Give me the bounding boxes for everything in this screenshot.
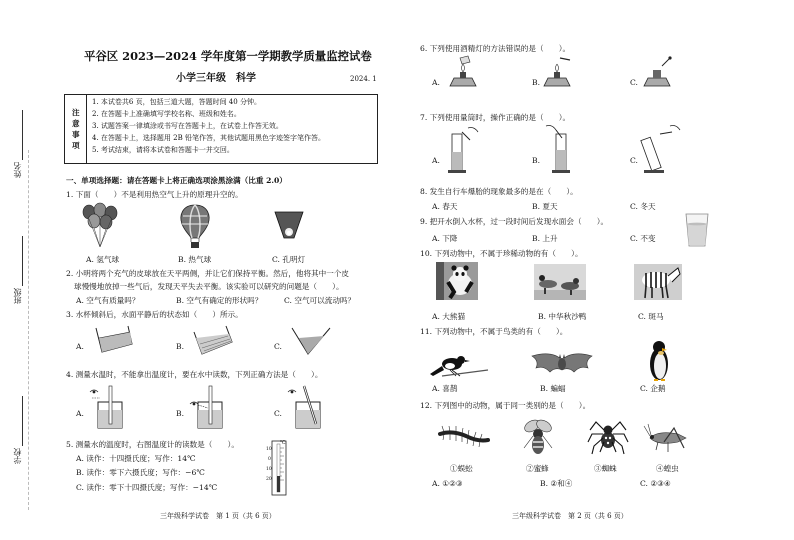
- notice-item-5: 5. 考试结束，请将本试卷和答题卡一并交回。: [92, 146, 234, 154]
- q11-option-c: C. 企鹅: [640, 384, 666, 393]
- notice-item-4: 4. 在答题卡上，选择题用 2B 铅笔作答，其他试题用黑色字迹签字笔作答。: [92, 134, 325, 142]
- name-underline: [22, 110, 23, 160]
- q9-option-c: C. 不变: [630, 234, 656, 243]
- exam-date: 2024. 1: [350, 75, 377, 83]
- notice-item-1: 1. 本试卷共6 页，包括三道大题，答题时间 40 分钟。: [92, 98, 261, 106]
- name-label: 姓名: [13, 162, 22, 178]
- class-underline: [22, 236, 23, 286]
- q9-stem: 9. 把开水倒入水杯，过一段时间后发现水面会（ ）。: [420, 217, 609, 226]
- q7-option-a: A.: [432, 156, 440, 165]
- notice-divider: [86, 94, 87, 164]
- notice-label: 注意事项: [72, 108, 80, 150]
- q3-option-c: C.: [274, 342, 282, 351]
- hot-air-balloon-icon: [178, 204, 212, 250]
- q7-stem: 7. 下列使用量筒时，操作正确的是（ ）。: [420, 113, 571, 122]
- alcohol-lamp-a-icon: [446, 56, 480, 96]
- thermometer-tick-3: 10: [266, 467, 272, 472]
- q4-option-c: C.: [274, 409, 282, 418]
- bat-icon: [530, 350, 594, 380]
- grasshopper-icon: [644, 424, 692, 454]
- q2-option-b: B. 空气有确定的形状吗？: [176, 296, 263, 305]
- measuring-cylinder-b-icon: [542, 124, 582, 174]
- bee-icon: [518, 418, 558, 456]
- q5-option-c: C. 读作：零下十四摄氏度；写作：−14℃: [76, 483, 218, 492]
- alcohol-lamp-b-icon: [540, 56, 574, 96]
- q1-option-b: B. 热气球: [178, 255, 212, 264]
- q2-option-a: A. 空气有质量吗？: [76, 296, 140, 305]
- magpie-icon: [430, 352, 490, 378]
- q2-line2: 球慢慢地放掉一些气后，发现天平失去平衡。该实验可以研究的问题是（ ）。: [74, 282, 344, 291]
- q10-option-b: B. 中华秋沙鸭: [538, 312, 587, 321]
- q7-option-b: B.: [532, 156, 540, 165]
- notice-item-2: 2. 在答题卡上准确填写学校名称、班级和姓名。: [92, 110, 241, 118]
- exam-title: 平谷区 2023—2024 学年度第一学期教学质量监控试卷: [84, 49, 372, 63]
- q10-option-a: A. 大熊猫: [432, 312, 466, 321]
- q2-option-c: C. 空气可以流动吗？: [284, 296, 356, 305]
- q11-stem: 11. 下列动物中，不属于鸟类的有（ ）。: [420, 327, 568, 336]
- q4-option-b: B.: [176, 409, 184, 418]
- q3-stem: 3. 水杯倾斜后，水面平静后的状态如（ ）所示。: [66, 310, 243, 319]
- q1-stem: 1. 下面（ ）不是利用热空气上升的原理升空的。: [66, 190, 243, 199]
- binding-line: [28, 150, 29, 510]
- measuring-cylinder-a-icon: [444, 124, 484, 174]
- balloons-icon: [80, 204, 120, 248]
- centipede-icon: [436, 426, 492, 450]
- footer-right: 三年级科学试卷 第 2 页（共 6 页）: [512, 512, 628, 520]
- thermometer-tick-2: 0: [268, 457, 271, 462]
- q9-option-b: B. 上升: [532, 234, 558, 243]
- sky-lantern-icon: [272, 208, 306, 242]
- tilted-cup-a-icon: [92, 326, 136, 358]
- q2-line1: 2. 小明将两个充气的皮球放在天平两侧，并让它们保持平衡。然后，他将其中一个皮: [66, 269, 350, 278]
- q9-option-a: A. 下降: [432, 234, 458, 243]
- q3-option-b: B.: [176, 342, 184, 351]
- footer-left: 三年级科学试卷 第 1 页（共 6 页）: [160, 512, 276, 520]
- q8-stem: 8. 发生自行车爆胎的现象最多的是在（ ）。: [420, 187, 578, 196]
- q12-label-1: ①蜈蚣: [450, 464, 473, 473]
- beaker-thermometer-a-icon: [88, 384, 128, 430]
- q6-option-b: B.: [532, 78, 540, 87]
- water-glass-icon: [684, 212, 710, 248]
- thermometer-unit: ℃: [280, 440, 286, 446]
- q8-option-a: A. 春天: [432, 202, 458, 211]
- q1-option-a: A. 氢气球: [86, 255, 120, 264]
- q12-label-3: ③蜘蛛: [594, 464, 617, 473]
- q4-option-a: A.: [76, 409, 84, 418]
- q12-option-a: A. ①②③: [432, 479, 463, 488]
- q12-option-b: B. ②和④: [540, 479, 573, 488]
- q4-stem: 4. 测量水温时，不能拿出温度计，要在水中读数，下列正确方法是（ ）。: [66, 370, 323, 379]
- q10-stem: 10. 下列动物中，不属于珍稀动物的有（ ）。: [420, 249, 583, 258]
- class-label: 班级: [13, 288, 22, 304]
- q8-option-b: B. 夏天: [532, 202, 558, 211]
- q5-option-a: A. 读作：十四摄氏度；写作：14℃: [76, 454, 196, 463]
- measuring-cylinder-c-icon: [640, 124, 684, 174]
- q1-option-c: C. 孔明灯: [272, 255, 306, 264]
- q5-stem: 5. 测量水的温度时，右图温度计的读数是（ ）。: [66, 440, 239, 449]
- penguin-icon: [648, 340, 670, 382]
- school-label: 学校: [13, 448, 22, 464]
- grade-subject: 小学三年级 科学: [176, 73, 256, 84]
- q11-option-b: B. 蝙蝠: [540, 384, 566, 393]
- beaker-thermometer-b-icon: [188, 384, 228, 430]
- notice-item-3: 3. 试题答案一律填涂或书写在答题卡上，在试卷上作答无效。: [92, 122, 283, 130]
- q12-label-4: ④蝗虫: [656, 464, 679, 473]
- spider-icon: [588, 418, 628, 456]
- q11-option-a: A. 喜鹊: [432, 384, 458, 393]
- q6-option-c: C.: [630, 78, 638, 87]
- q12-option-c: C. ②③④: [640, 479, 671, 488]
- school-underline: [22, 396, 23, 446]
- q12-label-2: ②蜜蜂: [526, 464, 549, 473]
- q7-option-c: C.: [630, 156, 638, 165]
- q5-option-b: B. 读作：零下六摄氏度；写作：−6℃: [76, 468, 205, 477]
- q10-option-c: C. 斑马: [638, 312, 664, 321]
- mergus-squamatus-photo: [534, 264, 586, 300]
- giant-panda-photo: [436, 262, 478, 300]
- tilted-cup-b-icon: [190, 326, 234, 358]
- alcohol-lamp-c-icon: [640, 56, 674, 96]
- thermometer-tick-4: 20: [266, 477, 272, 482]
- tilted-cup-c-icon: [290, 322, 334, 358]
- q6-stem: 6. 下列使用酒精灯的方法错误的是（ ）。: [420, 44, 571, 53]
- q12-stem: 12. 下列图中的动物，属于同一类别的是（ ）。: [420, 401, 591, 410]
- q6-option-a: A.: [432, 78, 440, 87]
- section1-title: 一、单项选择题：请在答题卡上将正确选项涂黑涂满（比重 2.0）: [66, 176, 287, 185]
- thermometer-tick-1: 10: [266, 447, 272, 452]
- q3-option-a: A.: [76, 342, 84, 351]
- q8-option-c: C. 冬天: [630, 202, 656, 211]
- zebra-photo: [634, 264, 682, 300]
- beaker-thermometer-c-icon: [286, 384, 326, 430]
